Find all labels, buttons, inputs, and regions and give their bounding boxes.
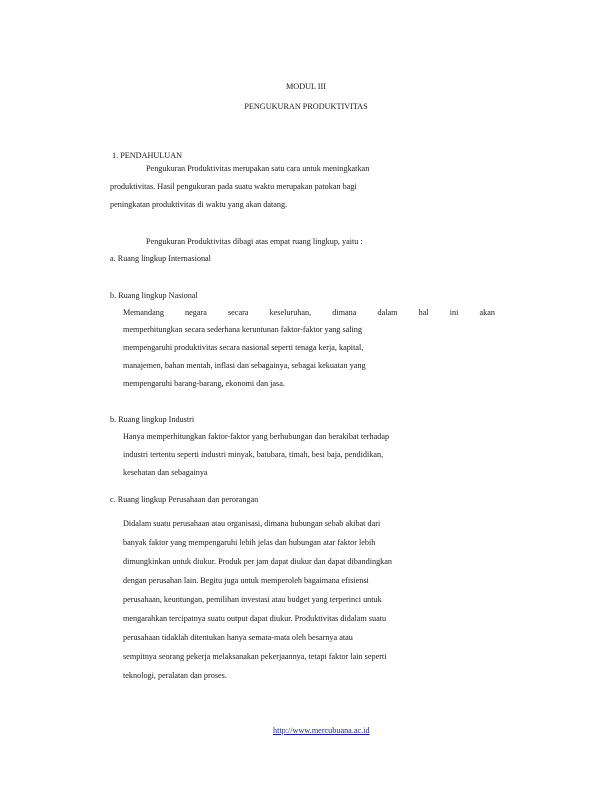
word: Memandang bbox=[123, 308, 164, 317]
item-c-line: dengan perusahan lain. Begitu juga untuk memperoleh bagaimana efisiensi bbox=[123, 576, 369, 585]
item-c-line: dimungkinkan untuk diukur. Produk per jam dapat diukur dan dapat dibandingkan bbox=[123, 557, 393, 566]
item-b-line: mempengaruhi produktivitas secara nasional seperti tenaga kerja, kapital, bbox=[123, 343, 364, 352]
item-b-line: manajemen, bahan mentah, inflasi dan sebagainya, sebagai kekuatan yang bbox=[123, 361, 366, 370]
scope-intro: Pengukuran Produktivitas dibagi atas empat ruang lingkup, yaitu : bbox=[146, 237, 363, 246]
word: keseluruhan, bbox=[269, 308, 312, 317]
item-b-line: memperhitungkan secara sederhana keruntunan faktor-faktor yang saling bbox=[123, 325, 362, 334]
word: secara bbox=[227, 308, 249, 317]
page-title: MODUL III bbox=[286, 82, 326, 91]
page-subtitle: PENGUKURAN PRODUKTIVITAS bbox=[244, 102, 368, 111]
intro-line: Pengukuran Produktivitas merupakan satu cara untuk meningkatkan bbox=[146, 164, 370, 173]
item-b-line: mempengaruhi barang-barang, ekonomi dan jasa. bbox=[123, 379, 285, 388]
item-b2-line: kesehatan dan sebagainya bbox=[123, 468, 208, 477]
item-b-heading: b. Ruang lingkup Nasional bbox=[110, 291, 198, 300]
item-b2-heading: b. Ruang lingkup Industri bbox=[110, 415, 195, 424]
section-heading: 1. PENDAHULUAN bbox=[112, 151, 183, 160]
intro-line: peningkatan produktivitas di waktu yang akan datang. bbox=[110, 200, 288, 209]
word: hal bbox=[418, 308, 429, 317]
word: negara bbox=[185, 308, 207, 317]
footer-link[interactable]: http://www.mercubuana.ac.id bbox=[273, 726, 370, 735]
item-c-line: mengarahkan tercipatnya suatu output dapat diukur. Produktivitas didalam suatu bbox=[123, 614, 387, 623]
item-c-line: sempitnya seorang pekerja melaksanakan pekerjaannya, tetapi faktor lain seperti bbox=[123, 652, 387, 661]
item-c-heading: c. Ruang lingkup Perusahaan dan perorangan bbox=[110, 495, 259, 504]
item-c-line: perusahaan tidaklah ditentukan hanya semata-mata oleh besarnya atau bbox=[123, 633, 353, 642]
item-c-line: banyak faktor yang mempengaruhi lebih jelas dan hubungan atar faktor lebih bbox=[123, 538, 376, 547]
item-a-heading: a. Ruang lingkup Internasional bbox=[110, 254, 211, 263]
word: akan bbox=[479, 308, 495, 317]
item-b2-line: industri tertentu seperti industri minyak, batubara, timah, besi baja, pendidikan, bbox=[123, 450, 384, 459]
item-c-line: teknologi, peralatan dan proses. bbox=[123, 671, 227, 680]
word: dalam bbox=[377, 308, 398, 317]
word: dimana bbox=[332, 308, 357, 317]
intro-line: produktivitas. Hasil pengukuran pada suatu waktu merupakan patokan bagi bbox=[110, 182, 357, 191]
item-c-line: perusahaan, keuntungan, pemilihan investasi atau budget yang terperinci untuk bbox=[123, 595, 382, 604]
item-b-justified-line bbox=[123, 309, 495, 317]
word: ini bbox=[449, 308, 459, 317]
item-b2-line: Hanya memperhitungkan faktor-faktor yang berhubungan dan berakibat terhadap bbox=[123, 432, 390, 441]
item-c-line: Didalam suatu perusahaan atau organisasi, dimana hubungan sebab akibat dari bbox=[123, 519, 381, 528]
